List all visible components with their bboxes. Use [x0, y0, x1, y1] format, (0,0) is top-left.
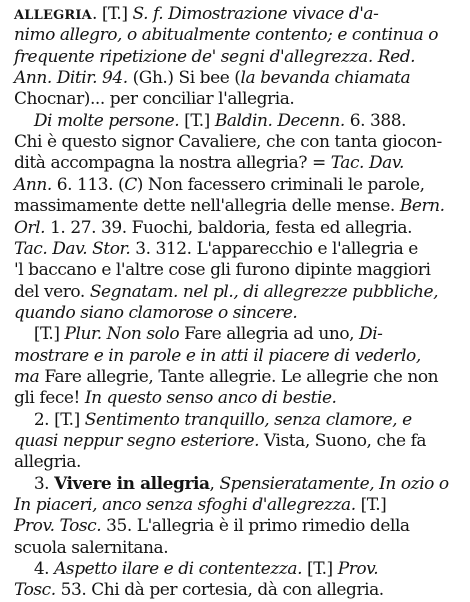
entry-line: [14, 174, 425, 196]
entry-text-segment: quasi neppur segno esteriore.: [14, 431, 260, 451]
entry-line: [14, 451, 81, 473]
entry-text-segment: Vivere in allegria: [54, 473, 210, 494]
entry-line: [14, 430, 426, 452]
entry-text-segment: In questo senso anco di bestie.: [84, 388, 337, 409]
entry-line: [14, 366, 438, 388]
entry-text-segment: scuola salernitana.: [14, 537, 169, 558]
entry-text-segment: Vista, Suono, che fa: [259, 431, 427, 451]
entry-text-segment: Aspetto ilare e di contentezza.: [54, 559, 303, 580]
entry-line: [14, 281, 438, 303]
entry-text-segment: dità accompagna la nostra allegria? =: [14, 153, 331, 174]
entry-text-segment: 35. L'allegria è il primo rimedio della: [101, 516, 410, 537]
entry-line: [14, 131, 442, 153]
entry-line: [14, 537, 168, 559]
entry-text-segment: Prov. Tosc.: [14, 516, 102, 537]
entry-text-segment: 6. 388.: [344, 110, 407, 131]
entry-text-segment: Fare allegria ad uno,: [179, 324, 360, 345]
entry-text-segment: 3.: [14, 473, 55, 494]
entry-text-segment: Sentimento tranquillo, senza clamore, e: [84, 409, 412, 430]
entry-text-segment: . [T.]: [91, 4, 133, 24]
entry-text-segment: S. f. Dimostrazione vivace d'a-: [132, 4, 379, 24]
entry-text-segment: ma: [14, 366, 40, 387]
entry-line: [14, 88, 294, 110]
entry-line: [14, 323, 382, 345]
entry-line: [14, 24, 438, 46]
entry-text-segment: allegria.: [14, 452, 82, 473]
entry-line: [14, 302, 297, 324]
entry-text-segment: In piaceri, anco senza sfoghi d'allegrezza.: [14, 495, 356, 516]
entry-text-segment: Tac. Dav. Stor.: [14, 238, 131, 259]
entry-text-segment: Segnatam. nel pl., di allegrezze pubbliche,: [89, 281, 439, 302]
entry-text-segment: Prov.: [337, 559, 379, 580]
entry-text-segment: ALLEGRIA: [14, 8, 92, 23]
entry-text-segment: mostrare e in parole e in atti il piacere di vederlo,: [14, 345, 421, 366]
entry-text-segment: gli fece!: [14, 388, 85, 409]
entry-text-segment: Tosc.: [14, 580, 56, 601]
entry-text-segment: 3. 312. L'apparecchio e l'allegria e: [130, 238, 418, 259]
entry-text-segment: 2. [T.]: [14, 409, 85, 430]
entry-text-segment: [T.]: [355, 495, 387, 516]
entry-text-segment: 4.: [14, 559, 55, 580]
entry-line: [14, 3, 378, 25]
entry-text-segment: (Gh.) Si bee (: [127, 68, 241, 89]
entry-text-segment: [T.]: [302, 559, 338, 580]
entry-line: [14, 152, 404, 174]
entry-text-segment: [14, 111, 34, 131]
entry-line: [14, 217, 412, 239]
entry-text-segment: Ann.: [14, 174, 52, 195]
entry-text-segment: 'l baccano e l'altre cose gli furono dipinte maggiori: [14, 260, 431, 281]
entry-text-segment: nimo allegro, o abitualmente contento; e continua o: [14, 25, 439, 46]
entry-text-segment: Plur. Non solo: [64, 324, 180, 345]
entry-text-segment: ,: [209, 473, 220, 494]
entry-text-segment: Fare allegrie, Tante allegrie. Le allegrie che non: [39, 366, 439, 387]
entry-text-segment: Bern.: [399, 196, 445, 217]
entry-text-segment: 6. 113. (: [51, 174, 125, 195]
entry-text-segment: Chocnar)... per conciliar l'allegria.: [14, 89, 295, 110]
entry-line: [14, 110, 406, 132]
entry-text-segment: Orl.: [14, 217, 46, 238]
entry-text-segment: Chi è questo signor Cavaliere, che con tanta giocon-: [14, 132, 442, 153]
entry-line: [14, 409, 412, 431]
entry-text-segment: 1. 27. 39. Fuochi, baldoria, festa ed allegria.: [45, 217, 413, 238]
entry-text-segment: massimamente dette nell'allegria delle mense.: [14, 196, 400, 217]
entry-line: [14, 67, 410, 89]
entry-text-segment: [T.]: [14, 324, 65, 345]
entry-line: [14, 515, 410, 537]
entry-text-segment: Di molte persone.: [33, 110, 180, 131]
entry-line: [14, 238, 418, 260]
entry-line: [14, 579, 384, 601]
entry-text-segment: ) Non facessero criminali le parole,: [136, 174, 425, 195]
entry-text-segment: la bevanda chiamata: [240, 68, 411, 89]
entry-line: [14, 494, 386, 516]
entry-text-segment: [T.]: [179, 110, 215, 131]
entry-line: [14, 558, 378, 580]
entry-text-segment: del vero.: [14, 281, 90, 302]
entry-text-segment: 53. Chi dà per cortesia, dà con allegria.: [55, 580, 384, 601]
entry-text-segment: Baldin. Decenn.: [214, 110, 345, 131]
entry-text-segment: Tac. Dav.: [330, 153, 404, 174]
entry-text-segment: quando siano clamorose o sincere.: [14, 302, 298, 323]
entry-line: [14, 46, 415, 68]
entry-line: [14, 259, 430, 281]
entry-line: [14, 387, 337, 409]
entry-text-segment: frequente ripetizione de' segni d'allegrezza. Red.: [14, 46, 416, 67]
entry-text-segment: C: [124, 174, 137, 195]
entry-text-segment: Spensieratamente, In ozio o: [219, 473, 449, 494]
entry-line: [14, 195, 445, 217]
entry-line: [14, 473, 449, 495]
entry-line: [14, 345, 421, 367]
entry-text-segment: Di-: [359, 324, 383, 345]
entry-text-segment: Ann. Ditir. 94.: [14, 68, 128, 89]
